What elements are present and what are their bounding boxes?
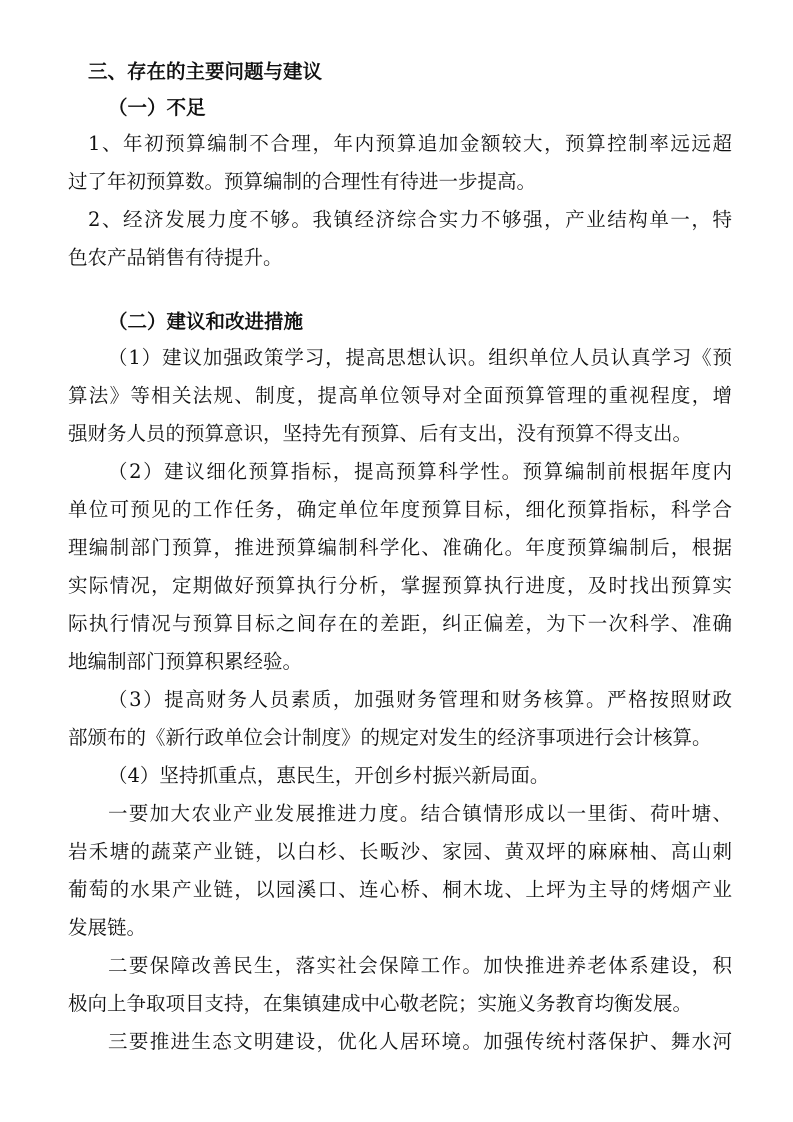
paragraph-line: （4）坚持抓重点，惠民生，开创乡村振兴新局面。 (108, 764, 550, 787)
paragraph-line: 葡萄的水果产业链，以园溪口、连心桥、桐木垅、上坪为主导的烤烟产业 (68, 878, 732, 901)
paragraph-line: 1、年初预算编制不合理，年内预算追加金额较大，预算控制率远远超 (88, 132, 732, 155)
paragraph-line: 二要保障改善民生，落实社会保障工作。加快推进养老体系建设，积 (108, 954, 732, 977)
paragraph-line: （1）建议加强政策学习，提高思想认识。组织单位人员认真学习《预 (108, 346, 732, 369)
paragraph-line: 单位可预见的工作任务，确定单位年度预算目标，细化预算指标，科学合 (68, 498, 732, 521)
paragraph-line: 一要加大农业产业发展推进力度。结合镇情形成以一里街、荷叶塘、 (108, 802, 732, 825)
paragraph-line: 部颁布的《新行政单位会计制度》的规定对发生的经济事项进行会计核算。 (68, 726, 712, 749)
paragraph-line: 2、经济发展力度不够。我镇经济综合实力不够强，产业结构单一，特 (88, 208, 732, 231)
section-title: 三、存在的主要问题与建议 (88, 60, 323, 83)
paragraph-line: （2）建议细化预算指标，提高预算科学性。预算编制前根据年度内 (108, 460, 732, 483)
paragraph-line: 实际情况，定期做好预算执行分析，掌握预算执行进度，及时找出预算实 (68, 574, 732, 597)
paragraph-line: 强财务人员的预算意识，坚持先有预算、后有支出，没有预算不得支出。 (68, 422, 693, 445)
paragraph-line: 发展链。 (68, 916, 147, 939)
paragraph-line: 地编制部门预算积累经验。 (68, 650, 303, 673)
subsection-title-shortcomings: （一）不足 (108, 96, 206, 119)
subsection-title-measures: （二）建议和改进措施 (108, 310, 304, 333)
paragraph-line: 理编制部门预算，推进预算编制科学化、准确化。年度预算编制后，根据 (68, 536, 732, 559)
paragraph-line: （3）提高财务人员素质，加强财务管理和财务核算。严格按照财政 (108, 688, 732, 711)
paragraph-line: 过了年初预算数。预算编制的合理性有待进一步提高。 (68, 170, 537, 193)
paragraph-line: 际执行情况与预算目标之间存在的差距，纠正偏差，为下一次科学、准确 (68, 612, 732, 635)
paragraph-line: 色农产品销售有待提升。 (68, 246, 283, 269)
paragraph-line: 算法》等相关法规、制度，提高单位领导对全面预算管理的重视程度，增 (68, 384, 732, 407)
paragraph-line: 三要推进生态文明建设，优化人居环境。加强传统村落保护、舞水河 (108, 1030, 732, 1053)
paragraph-line: 岩禾塘的蔬菜产业链，以白杉、长畈沙、家园、黄双坪的麻麻柚、高山刺 (68, 840, 732, 863)
paragraph-line: 极向上争取项目支持，在集镇建成中心敬老院；实施义务教育均衡发展。 (68, 992, 693, 1015)
